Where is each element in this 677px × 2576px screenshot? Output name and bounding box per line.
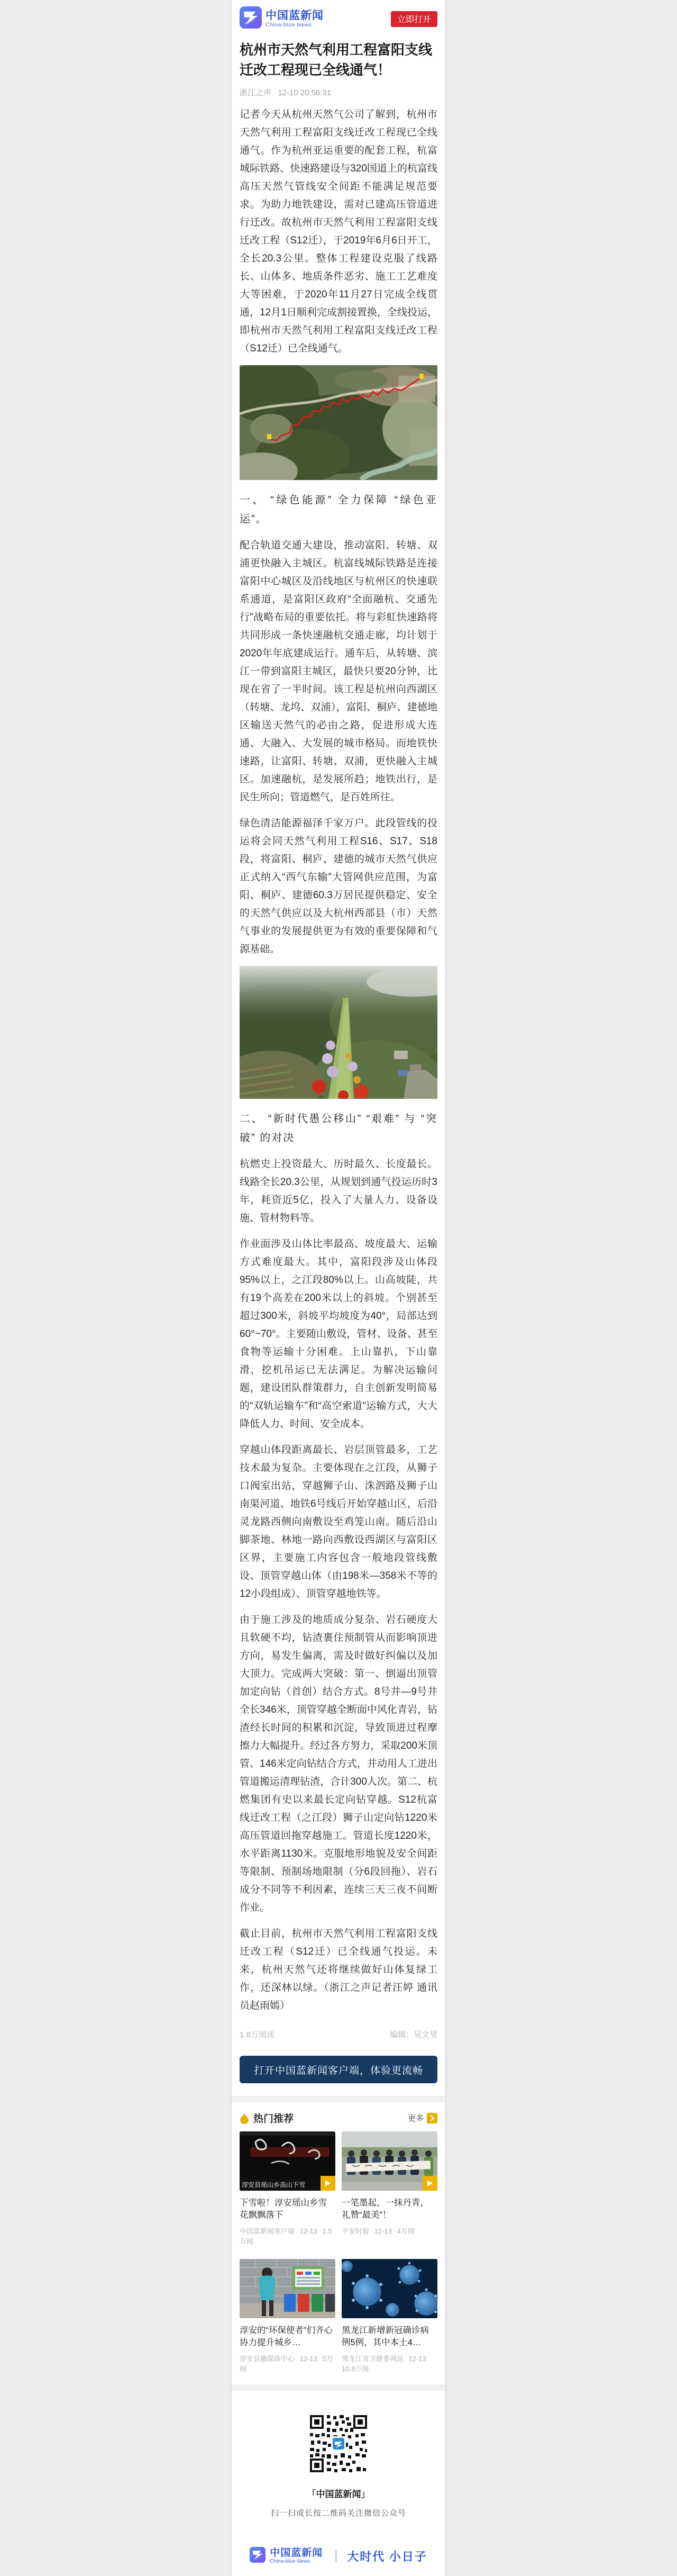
card-thumbnail	[342, 2259, 437, 2318]
card-source: 平安时报	[342, 2227, 370, 2235]
card-title: 一笔墨起，一抹丹青，礼赞“最美”！	[342, 2198, 429, 2220]
card-reads: 4万阅	[397, 2227, 415, 2235]
card-reads: 10.8万阅	[342, 2365, 369, 2373]
hot-card-environment[interactable]	[240, 2259, 335, 2374]
brand-logo[interactable]	[240, 6, 324, 31]
article-image-satellite-map[interactable]	[240, 365, 437, 480]
footer-slogan: 大时代 小日子	[347, 2550, 427, 2563]
card-title: 黑龙江新增新冠确诊病例5例，其中本土4…	[342, 2326, 429, 2347]
paragraph: 杭燃史上投资最大、历时最久、长度最长。线路全长20.3公里，从规划到通气投运历时3年，耗资近5亿，投入了大量人力、设备设施、管材物料等。	[240, 1159, 437, 1224]
card-meta	[240, 2354, 335, 2374]
card-thumbnail	[240, 2131, 335, 2191]
article-meta	[240, 87, 437, 98]
section-divider	[232, 2096, 445, 2102]
qr-code	[309, 2414, 368, 2473]
card-date: 12-13	[299, 2227, 317, 2235]
footer-brand-cn: 中国蓝新闻	[270, 2547, 323, 2559]
app-header	[240, 0, 437, 31]
brand-name-en: China-blue News	[266, 21, 312, 28]
paragraph: 配合轨道交通大建设，推动富阳、转塘、双浦更快融入主城区。杭富线城际铁路是连接富阳中心城区及沿线地区与杭州区的快速联系通道，是富阳区政府“全面融杭、交通先行”战略布局的重要依托。将与彩虹快速路将共同形成一条快速融杭交通走廊，均计划于2020年年底建成运行。通车后，从转塘、滨江一带到富阳主城区，最快只要20分钟，比现在省了一半时间。该工程是杭州向西湖区（转塘、龙坞、双浦），富阳、桐庐、建德地区输送天然气的必由之路，促进形成大连通、大融入、大发展的城市格局。而地铁快速路，让富阳、转塘、双浦，更快融入主城区。加速融杭，是发展所趋；地铁出行，是民生所向；管道燃气，是百姓所往。	[240, 540, 437, 803]
section-divider	[232, 2384, 445, 2391]
qr-account-name: 「中国蓝新闻」	[307, 2489, 370, 2499]
card-thumbnail	[342, 2131, 437, 2191]
chevron-right-icon	[427, 2113, 437, 2123]
article-footer-meta	[240, 2029, 437, 2040]
brand-logo-icon	[240, 6, 262, 31]
hot-card-snow-video[interactable]	[240, 2131, 335, 2246]
article-title: 杭州市天然气利用工程富阳支线迁改工程现已全线通气！	[240, 42, 433, 78]
hot-more-link[interactable]	[408, 2112, 437, 2123]
play-icon[interactable]	[321, 2176, 335, 2191]
article-image-aerial-pipeline[interactable]	[240, 966, 437, 1099]
brand-name-cn: 中国蓝新闻	[266, 9, 324, 22]
section-heading-1: 一、 “绿色能源” 全力保障 “绿色亚运”。	[240, 494, 437, 525]
paragraph: 由于施工涉及的地质成分复杂、岩石硬度大且软硬不均，钻渣裹住预制管从而影响顶进方向，易发生偏离，需及时做好纠偏以及加大顶力。完成两大突破：第一、倒逼出顶管加定向钻（首创）结合方式。8号井—9号井全长346米，顶管穿越全断面中风化青岩，钻渣经长时间的积累和沉淀，导致顶进过程摩擦力大幅提升。经过各方努力，采取200米顶管、146米定向钻结合方式，并动用人工进出管道搬运清理钻渣，合计300人次。第二、杭燃集团有史以来最长定向钻穿越。S12杭富线迁改工程（之江段）狮子山定向钻1220米高压管道回拖穿越施工。管道长度1220米，水平距离1130米。克服地形地貌及安全间距等限制、预制场地限制（分6段回拖）、岩石成分不同等不利因素，连续三天三夜不间断作业。	[240, 1614, 437, 1913]
brand-text	[266, 10, 324, 28]
hot-card-grid	[240, 2131, 437, 2374]
card-meta	[342, 2226, 437, 2236]
footer-brand-en: China-blue News	[270, 2559, 310, 2564]
paragraph: 截止目前，杭州市天然气利用工程富阳支线迁改工程（S12迁）已全线通气投运。未来，杭州天然气还将继续做好山体复绿工作，还深林以绿。（浙江之声记者汪婷 通讯员赵雨嫣）	[240, 1928, 437, 2011]
card-reads: 1.5万阅	[240, 2227, 332, 2245]
card-title: 下雪啦！淳安瑶山乡雪花飘飘落下	[240, 2198, 327, 2220]
card-date: 12-13	[408, 2355, 426, 2363]
card-title: 淳安的“环保使者”们齐心协力提升城乡…	[240, 2326, 333, 2347]
open-client-banner-button[interactable]: 打开中国蓝新闻客户端，体验更流畅	[240, 2056, 437, 2083]
qr-section	[240, 2391, 437, 2518]
hot-card-covid[interactable]	[342, 2259, 437, 2374]
read-count: 1.8万阅读	[240, 2030, 275, 2039]
footer-brand-text	[270, 2548, 323, 2564]
section-heading-2: 二、 “新时代愚公移山” “艰难” 与 “突破” 的对决	[240, 1113, 437, 1144]
card-meta	[240, 2226, 335, 2246]
article-time: 12-10 20:56:31	[278, 88, 332, 97]
hot-card-calligraphy[interactable]	[342, 2131, 437, 2246]
card-meta	[342, 2354, 437, 2374]
card-thumbnail	[240, 2259, 335, 2318]
play-icon[interactable]	[423, 2176, 437, 2191]
qr-hint-text: 扫一扫或长按二维码关注微信公众号	[270, 2509, 406, 2518]
footer-separator: ｜	[330, 2550, 342, 2563]
hot-section-title: 热门推荐	[253, 2113, 294, 2125]
footer-logo-icon	[250, 2547, 266, 2565]
more-label: 更多	[407, 2114, 424, 2123]
article-page	[232, 0, 445, 2576]
editor-credit: 编辑：吴文昊	[389, 2030, 437, 2039]
article-source: 浙江之声	[240, 88, 272, 97]
paragraph: 绿色清洁能源福泽千家万户。此段管线的投运将会同天然气利用工程S16、S17、S18段，将富阳、桐庐、建德的城市天然气供应正式纳入“西气东输”大管网供应范围，为富阳、桐庐、建德60.3万居民提供稳定、安全的天然气供应以及大杭州西部县（市）天然气事业的发展提供更为有效的重要保障和气源基础。	[240, 818, 437, 955]
video-caption: 淳安县瑶山乡高山下雪	[240, 2179, 335, 2191]
paragraph: 记者今天从杭州天然气公司了解到，杭州市天然气利用工程富阳支线迁改工程现已全线通气。作为杭州亚运重要的配套工程，杭富城际铁路、快速路建设与320国道上的杭富线高压天然气管线安全间距不能满足规范要求。为助力地铁建设，需对已建高压管道进行迁改。故杭州市天然气利用工程富阳支线迁改工程（S12迁），于2019年6月6日开工，全长20.3公里。整体工程建设克服了线路长、山体多、地质条件恶劣、施工工艺难度大等困难，于2020年11月27日完成全线贯通，12月1日顺利完成割接置换，全线投运，即杭州市天然气利用工程富阳支线迁改工程（S12迁）已全线通气。	[240, 109, 437, 354]
card-date: 12-13	[374, 2227, 392, 2235]
card-source: 黑龙江省卫健委网站	[342, 2355, 404, 2363]
card-source: 淳安县融媒体中心	[240, 2355, 295, 2363]
card-date: 12-13	[299, 2355, 317, 2363]
svg-text:NEWS: NEWS	[245, 18, 255, 26]
card-reads: 5万阅	[240, 2355, 333, 2373]
hot-section-header	[240, 2102, 437, 2131]
paragraph: 作业面涉及山体比率最高、坡度最大、运输方式难度最大。其中，富阳段涉及山体段95%以上，之江段80%以上。山高坡陡，共有19个高差在200米以上的斜坡。个别甚至超过300米，斜坡平均坡度为40°，局部达到60°~70°。主要随山敷设，管材、设备、甚至食物等运输十分困难。上山靠扒，下山靠滑，挖机吊运已无法满足。为解决运输问题，建设团队群策群力，自主创新发明简易的“双轨运输车”和“高空索道”运输方式，大大降低人力、时间、安全成本。	[240, 1239, 437, 1430]
open-app-button[interactable]: 立即打开	[391, 11, 437, 27]
flame-icon	[240, 2112, 249, 2124]
paragraph: 穿越山体段距离最长、岩层顶管最多，工艺技术最为复杂。主要体现在之江段，从狮子口阀室出站，穿越狮子山、洙泗路及狮子山南渠河道、地铁6号线后开始穿越山区，后沿灵龙路西侧向南敷设至鸡笼山南。随后沿山脚茶地、林地一路向西敷设西湖区与富阳区区界，主要施工内容包含一般地段管线敷设、顶管穿越山体（由198米—358米不等的12小段组成）、顶管穿越地铁等。	[240, 1444, 437, 1599]
card-source: 中国蓝新闻客户端	[240, 2227, 295, 2235]
footer-brand	[240, 2547, 437, 2576]
